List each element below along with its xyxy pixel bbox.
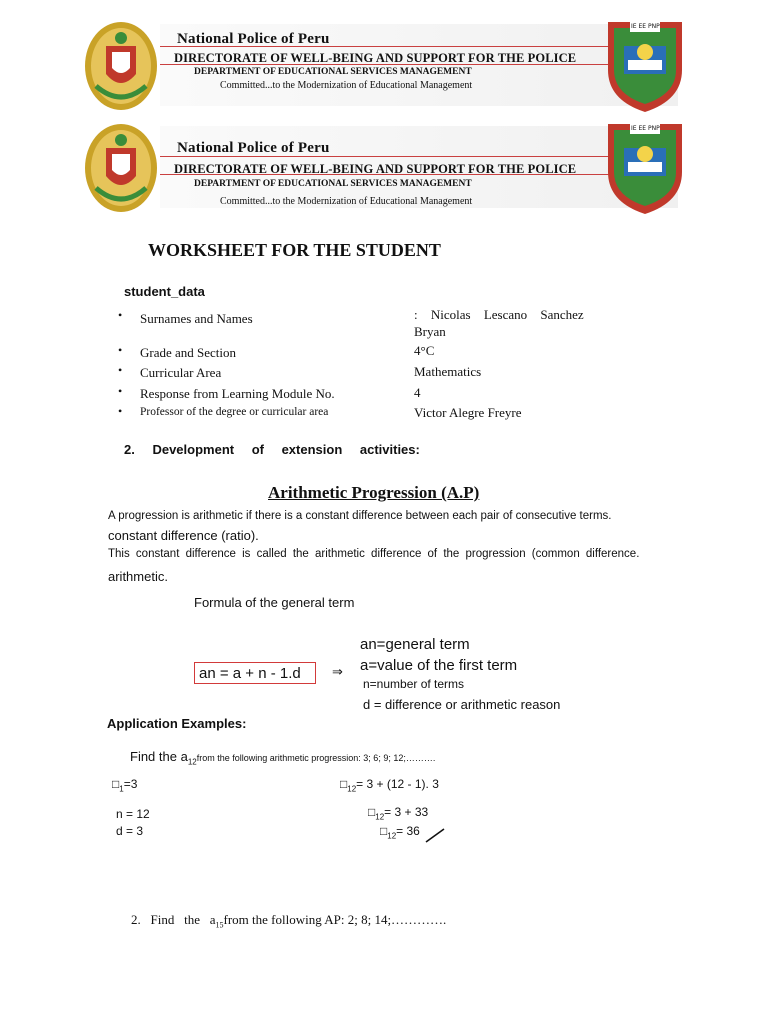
field-value-module: 4 (414, 385, 421, 400)
department-name: DEPARTMENT OF EDUCATIONAL SERVICES MANAGEMENT (194, 179, 472, 189)
field-value-names: : Nicolas Lescano Sanchez (414, 307, 584, 322)
example-1-given-d: d = 3 (116, 824, 144, 838)
field-value-professor: Victor Alegre Freyre (414, 405, 522, 420)
implies-arrow-icon: ⇒ (332, 665, 343, 680)
police-coat-of-arms-icon (82, 16, 160, 116)
directorate-name: DIRECTORATE OF WELL-BEING AND SUPPORT FOR THE POLICE (174, 162, 577, 176)
ap-paragraph-2: constant difference (ratio). (108, 528, 259, 543)
general-term-formula: an = a + n - 1.d (199, 665, 301, 682)
legend-d: d = difference or arithmetic reason (363, 697, 561, 712)
department-name: DEPARTMENT OF EDUCATIONAL SERVICES MANAGEMENT (194, 67, 472, 77)
examples-heading: Application Examples: (107, 716, 247, 731)
example-1-given-n: n = 12 (116, 807, 150, 821)
example-1-result: $□_{12}= 36$ (380, 824, 420, 841)
example-1-statement: Find the $a_{12}from$ the following arithmetic progression: 3; 6; 9; 12;………. (130, 749, 436, 767)
field-label-grade: Grade and Section (140, 345, 237, 360)
ap-paragraph-4: arithmetic. (108, 569, 168, 584)
student-data-heading: student_data (124, 284, 205, 299)
org-name: National Police of Peru (177, 140, 330, 156)
school-shield-icon (602, 118, 688, 218)
example-1-given-a1: $□_1=3$ (112, 777, 138, 794)
field-label-professor: Professor of the degree or curricular area (140, 406, 329, 418)
example-1-step-2: $□_{12}= 3 + 33$ (368, 805, 429, 822)
directorate-name: DIRECTORATE OF WELL-BEING AND SUPPORT FOR THE POLICE (174, 51, 577, 65)
worksheet-title: WORKSHEET FOR THE STUDENT (148, 240, 441, 260)
ap-paragraph-1: A progression is arithmetic if there is a constant difference between each pair of consecutive terms. (108, 510, 612, 522)
school-shield-icon (602, 16, 688, 116)
formula-heading: Formula of the general term (194, 595, 355, 610)
police-coat-of-arms-icon (82, 118, 160, 218)
field-label-names: Surnames and Names (140, 311, 253, 326)
legend-a: a=value of the first term (360, 657, 518, 674)
org-name: National Police of Peru (177, 31, 330, 47)
header-block-1 (82, 16, 688, 116)
list-bullet: • (118, 308, 123, 322)
ap-paragraph-3: This constant difference is called the arithmetic difference of the progression (common difference. (108, 548, 640, 560)
field-value-area: Mathematics (414, 364, 482, 379)
motto: Committed...to the Modernization of Educational Management (220, 196, 473, 207)
field-value-grade: 4°C (414, 343, 435, 358)
ap-title: Arithmetic Progression (A.P) (268, 483, 480, 502)
field-label-area: Curricular Area (140, 365, 222, 380)
list-bullet: • (118, 384, 123, 398)
shield-badge-text: IE EE PNP (631, 23, 660, 30)
legend-an: an=general term (360, 636, 470, 653)
header-block-2 (82, 118, 688, 218)
list-bullet: • (118, 363, 123, 377)
section-heading: 2. Development of extension activities: (124, 442, 420, 457)
example-2-statement: 2. Find the $a_{15}from$ the following AP: 2; 8; 14;…………. (131, 912, 447, 930)
field-label-module: Response from Learning Module No. (140, 386, 335, 401)
list-bullet: • (118, 404, 123, 418)
field-value-names-cont: Bryan (414, 324, 446, 339)
checkmark-stroke-icon (424, 826, 446, 844)
shield-badge-text: IE EE PNP (631, 125, 660, 132)
motto: Committed...to the Modernization of Educational Management (220, 80, 473, 91)
example-1-step-1: $□_{12}= 3 + (12 - 1)$. 3 (340, 777, 439, 794)
list-bullet: • (118, 343, 123, 357)
legend-n: n=number of terms (363, 677, 465, 691)
